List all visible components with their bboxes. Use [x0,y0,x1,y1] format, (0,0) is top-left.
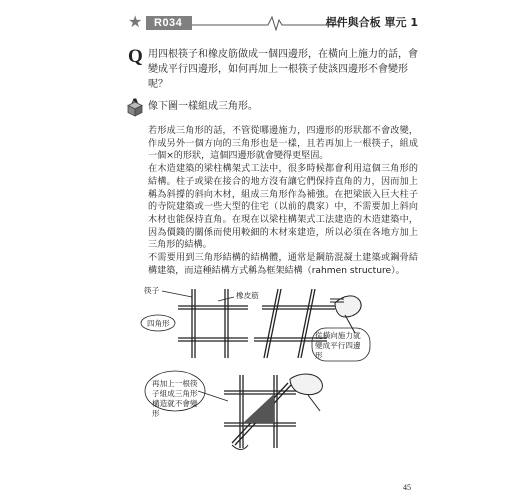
chopstick-label: 筷子 [144,286,160,295]
unit-title: 桿件與合板 單元 1 [325,16,418,29]
force-label: 從橫向施力就變成平行四邊形 [315,331,361,360]
add-chopstick-label: 再加上一根筷子組成三角形構造就不會變形 [152,379,198,418]
quadrilateral-label: 四角形 [147,319,170,328]
chopstick-illustration [140,283,380,468]
page-header [128,12,418,31]
section-code: R034 [146,16,192,30]
star-icon: ★ [128,12,143,31]
triangle-shading [243,394,274,423]
page-number: 45 [403,483,411,492]
explanation-paragraph: 若形成三角形的話，不管從哪邊施力，四邊形的形狀都不會改變，作成另外一個方向的三角形也是一樣，且若再加上一根筷子，組成一個×的形狀，這個四邊形就會變得更堅固。 [148,126,418,162]
rubber-band-label: 橡皮筋 [236,291,259,300]
question-text: 用四根筷子和橡皮筋做成一個四邊形，在橫向上施力的話，會變成平行四邊形，如何再加上一根筷子使該四邊形不會變形呢？ [148,49,418,90]
cube-icon [127,101,143,117]
question-mark: Q [128,46,143,67]
explanation-body [148,125,418,277]
answer-text: 像下圖一樣組成三角形。 [148,101,258,112]
explanation-paragraph: 不需要用到三角形結構的結構體，通常是鋼筋混凝土建築或鋼骨結構建築，而這種結構方式稱為框架結構（rahmen structure）。 [148,253,418,276]
explanation-paragraph: 在木造建築的梁柱構架式工法中，很多時候都會利用這個三角形的結構。柱子或梁在接合的地方沒有讓它們保持直角的力，因而加上稱為斜撐的斜向木材，組成三角形作為補強。在把梁嵌入巨大柱子的寺院建築或一些大型的住宅（以前的農家）中，不需要加上斜向木材也能保持直角。在現在以梁柱構架式工法建造的木造建築中，因為價錢的關係而使用較細的木材來建造，所以必須在各地方加上三角形的結構。 [148,164,418,251]
